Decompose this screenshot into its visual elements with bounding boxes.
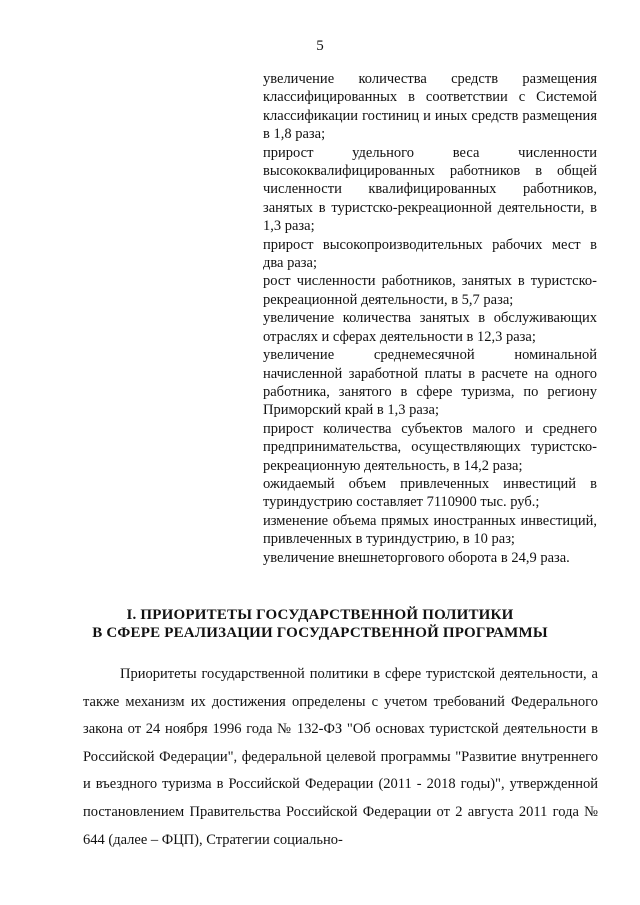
list-item: ожидаемый объем привлеченных инвестиций в туриндустрию составляет 7110900 тыс. руб.;	[263, 475, 597, 511]
list-item: прирост количества субъектов малого и среднего предпринимательства, осуществляющих туристско-рекреационную деятельность, в 14,2 раза;	[263, 420, 597, 474]
list-item: увеличение количества занятых в обслуживающих отраслях и сферах деятельности в 12,3 раза;	[263, 310, 597, 345]
list-item: увеличение внешнеторгового оборота в 24,9 раза.	[263, 549, 570, 566]
indicator-list	[263, 70, 597, 567]
section-paragraph: Приоритеты государственной политики в сфере туристской деятельности, а также механизм их достижения определены с учетом требований Федерального закона от 24 ноября 1996 года № 132-ФЗ "Об основах туристской деятельности в Российской Федерации", федеральной целевой программы "Развитие внутреннего и въездного туризма в Российской Федерации (2011 - 2018 годы)", утвержденной постановлением Правительства Российской Федерации от 2 августа 2011 года № 644 (далее – ФЦП), Стратегии социально-	[83, 666, 598, 848]
section-heading-line-2: В СФЕРЕ РЕАЛИЗАЦИИ ГОСУДАРСТВЕННОЙ ПРОГРАММЫ	[92, 625, 548, 641]
section-heading	[0, 606, 640, 642]
list-item: увеличение количества средств размещения классифицированных в соответствии с Системой классификации гостиниц и иных средств размещения в 1,8 раза;	[263, 71, 597, 143]
list-item: увеличение среднемесячной номинальной начисленной заработной платы в расчете на одного работника, занятого в сфере туризма, по региону Приморский край в 1,3 раза;	[263, 347, 597, 419]
list-item: рост численности работников, занятых в туристско-рекреационной деятельности, в 5,7 раза;	[263, 273, 597, 308]
page-number: 5	[316, 38, 324, 54]
list-item: изменение объема прямых иностранных инвестиций, привлеченных в туриндустрию, в 10 раз;	[263, 512, 597, 548]
section-heading-line-1: I. ПРИОРИТЕТЫ ГОСУДАРСТВЕННОЙ ПОЛИТИКИ	[126, 607, 514, 623]
list-item: прирост высокопроизводительных рабочих мест в два раза;	[263, 236, 597, 272]
list-item: прирост удельного веса численности высококвалифицированных работников в общей численности квалифицированных работников, занятых в туристско-рекреационной деятельности, в 1,3 раза;	[263, 144, 597, 235]
